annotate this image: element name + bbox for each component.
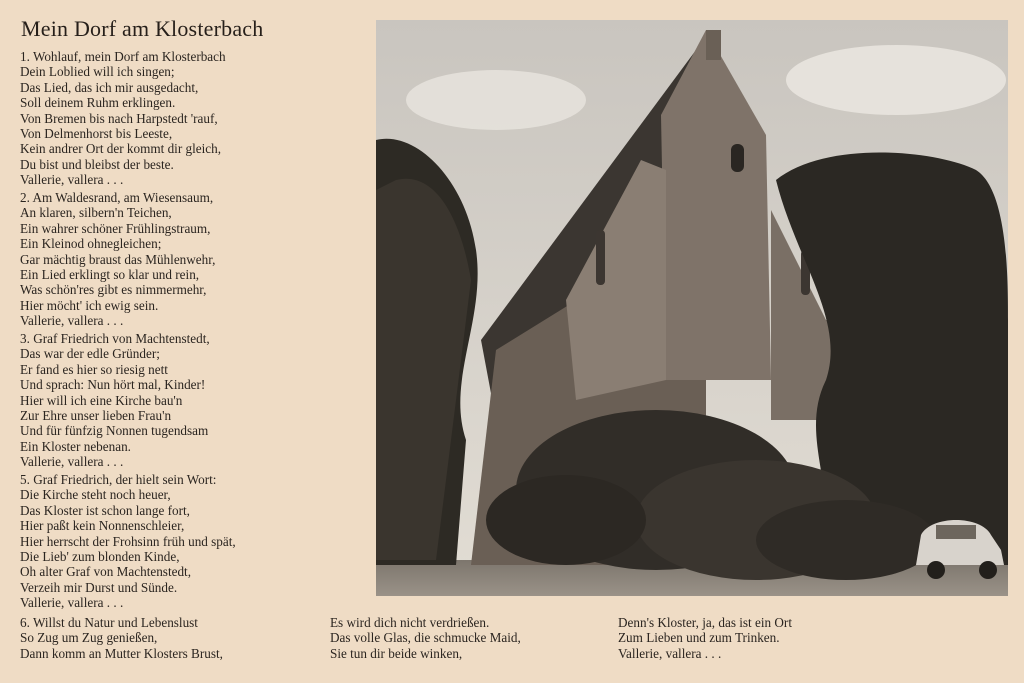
verse-line: Dein Loblied will ich singen; [20,64,175,80]
verse-line: Das volle Glas, die schmucke Maid, [330,630,521,646]
stanza-3 [20,331,365,470]
verse-line: Denn's Kloster, ja, das ist ein Ort [618,615,792,630]
verse-line: Zum Lieben und zum Trinken. [618,630,780,646]
page-title: Mein Dorf am Klosterbach [21,16,264,41]
verse-line: Ein Lied erklingt so klar und rein, [20,267,200,283]
bottom-column-3 [618,615,792,661]
verse-line: 5. Graf Friedrich, der hielt sein Wort: [20,472,217,487]
verse-line: Und sprach: Nun hört mal, Kinder! [20,377,206,393]
verse-line: Zur Ehre unser lieben Frau'n [20,408,172,424]
bottom-column-1 [20,615,223,661]
verse-line: Gar mächtig braust das Mühlenwehr, [20,251,216,267]
verse-line: Von Bremen bis nach Harpstedt 'rauf, [20,110,218,126]
refrain-line: Vallerie, vallera . . . [618,645,722,661]
verse-line: Verzeih mir Durst und Sünde. [20,579,178,595]
verse-line: Ein wahrer schöner Frühlingstraum, [20,220,211,236]
verse-line: Das war der edle Gründer; [20,346,160,362]
verse-line: Das Kloster ist schon lange fort, [20,502,190,518]
verse-line: Hier paßt kein Nonnenschleier, [20,518,185,534]
verse-line: Er fand es hier so riesig nett [20,361,168,377]
church-photo [376,20,1008,596]
stanza-2 [20,190,365,329]
verse-line: Es wird dich nicht verdrießen. [330,615,490,630]
verse-line: An klaren, silbern'n Teichen, [20,205,172,221]
refrain-line: Vallerie, vallera . . . [20,595,124,611]
verse-line: Soll deinem Ruhm erklingen. [20,95,176,111]
verse-line: Was schön'res gibt es nimmermehr, [20,282,207,298]
verse-line: Kein andrer Ort der kommt dir gleich, [20,141,222,157]
stanza-1 [20,49,365,188]
verse-line: Sie tun dir beide winken, [330,645,463,661]
verse-line: 6. Willst du Natur und Lebenslust [20,615,198,630]
verse-line: Die Kirche steht noch heuer, [20,487,171,503]
verse-line: Du bist und bleibst der beste. [20,156,174,172]
verse-line: Ein Kleinod ohnegleichen; [20,236,162,252]
verse-line: Hier will ich eine Kirche bau'n [20,392,183,408]
church-illustration [376,20,1008,596]
refrain-line: Vallerie, vallera . . . [20,454,124,470]
verse-line: 2. Am Waldesrand, am Wiesensaum, [20,190,214,205]
refrain-line: Vallerie, vallera . . . [20,313,124,329]
verse-line: Das Lied, das ich mir ausgedacht, [20,79,199,95]
verse-line: Hier möcht' ich ewig sein. [20,297,159,313]
bottom-column-2 [330,615,521,661]
stanza-5 [20,472,365,611]
verse-line: So Zug um Zug genießen, [20,630,158,646]
verse-line: 1. Wohlauf, mein Dorf am Klosterbach [20,49,226,64]
verse-line: Und für fünfzig Nonnen tugendsam [20,423,209,439]
verse-line: Ein Kloster nebenan. [20,438,131,454]
refrain-line: Vallerie, vallera . . . [20,172,124,188]
verse-line: Oh alter Graf von Machtenstedt, [20,564,192,580]
verse-line: Von Delmenhorst bis Leeste, [20,126,173,142]
verse-line: Dann komm an Mutter Klosters Brust, [20,645,223,661]
verse-line: Die Lieb' zum blonden Kinde, [20,549,180,565]
verse-line: Hier herrscht der Frohsinn früh und spät, [20,533,236,549]
verse-line: 3. Graf Friedrich von Machtenstedt, [20,331,210,346]
